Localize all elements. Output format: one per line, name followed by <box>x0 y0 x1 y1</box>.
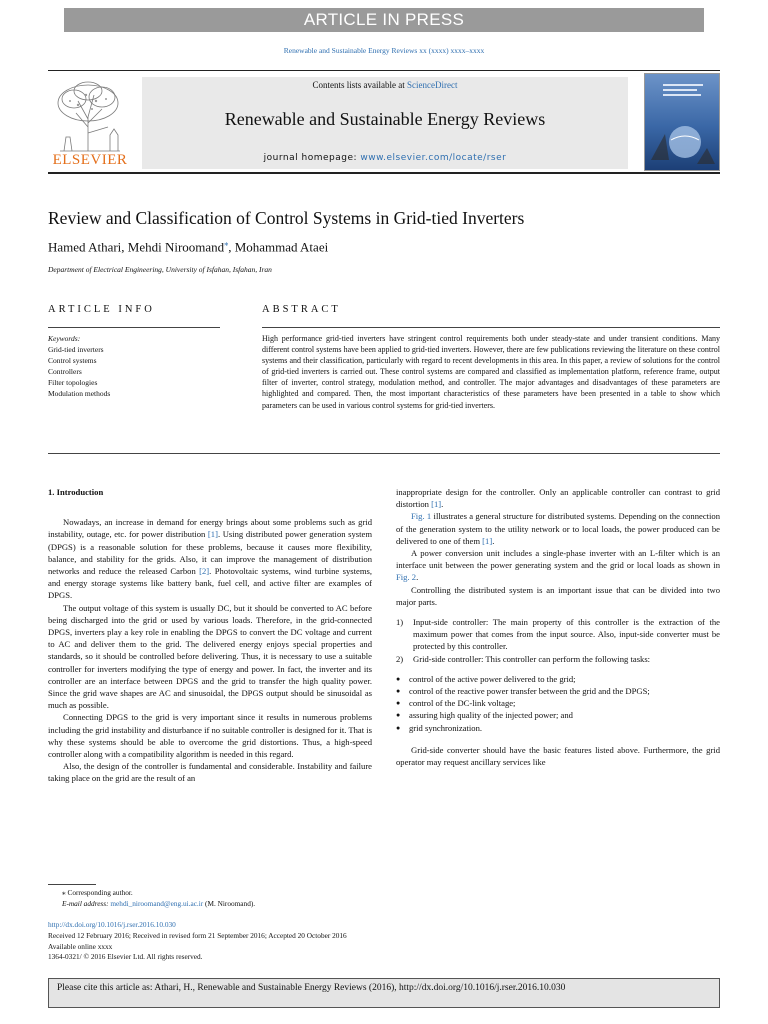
authors-first: Hamed Athari, Mehdi Niroomand <box>48 239 225 255</box>
paper-title: Review and Classification of Control Systems in Grid-tied Inverters <box>48 208 525 228</box>
intro-paragraph-2: The output voltage of this system is usually DC, but it should be converted to AC before being discharged into the grid or used by various loads. Therefore, in the grid-connected DPGS, inverters play a key role in enabling the DPGS to convert the DC voltage and current to AC and deliver them to the grid. The delivered energy enjoys special properties and standards, so it should be controlled before delivering. Thus, it is necessary to use a suitable controller for inverters modifying the type of energy and power. In fact, the inverter and its controller are an interface between DPGS and the grid to transfer the high quality power. Since the grid wave shapes are AC and sinusoidal, the DPGS output should be sinusoidal as much as possible. <box>48 602 372 711</box>
email-suffix: (M. Niroomand). <box>203 898 256 908</box>
article-info-rule <box>48 327 220 328</box>
journal-homepage-line <box>142 153 628 163</box>
footnotes <box>48 888 255 910</box>
list-number: 2) <box>396 653 404 664</box>
text-span: . <box>492 535 495 546</box>
text-span: . <box>416 572 419 583</box>
list-number: 1) <box>396 617 404 628</box>
keywords-label: Keywords: <box>48 334 81 343</box>
corresponding-author-mark[interactable]: ⁎ <box>224 239 229 248</box>
journal-cover-thumbnail[interactable] <box>644 73 720 171</box>
journal-masthead <box>48 70 720 174</box>
abstract-bottom-rule <box>48 453 720 454</box>
citation-link[interactable]: [1] <box>431 499 442 510</box>
keyword-item: Controllers <box>48 367 82 376</box>
numbered-list-item <box>396 653 720 665</box>
keyword-item: Grid-tied inverters <box>48 345 104 354</box>
journal-homepage-link[interactable]: www.elsevier.com/locate/rser <box>360 153 507 163</box>
citation-link[interactable]: [1] <box>482 535 493 546</box>
corresponding-author-note: ⁎ Corresponding author. <box>62 888 133 897</box>
intro-paragraph-1 <box>48 516 372 601</box>
grid-side-tasks-list <box>396 673 720 734</box>
doi-link[interactable]: http://dx.doi.org/10.1016/j.rser.2016.10.030 <box>48 920 176 929</box>
intro-paragraph-3: Connecting DPGS to the grid is very important since it results in numerous problems including the grid instability and disturbance if no suitable controller is designed for it. That is why these systems should be able to overcome the grid distortions. Thus, a high-speed controller along with a compatibility algorithm is needed in this regard. <box>48 712 372 760</box>
received-dates: Received 12 February 2016; Received in revised form 21 September 2016; Accepted 20 October 2016 <box>48 930 347 940</box>
masthead-banner <box>142 77 628 169</box>
abstract-rule <box>262 327 720 328</box>
text-span: inappropriate design for the controller. Only an applicable controller can contrast to grid distortion <box>396 487 720 510</box>
bullet-item: ● grid synchronization. <box>396 722 720 734</box>
keyword-item: Modulation methods <box>48 389 111 398</box>
bullet-item: ● control of the DC-link voltage; <box>396 697 720 709</box>
body-column-left <box>48 486 372 785</box>
sciencedirect-link[interactable]: ScienceDirect <box>407 80 458 90</box>
contents-prefix: Contents lists available at <box>312 80 407 90</box>
bullet-item: ● control of the active power delivered to the grid; <box>396 673 720 685</box>
text-span: . <box>441 499 444 510</box>
keyword-item: Control systems <box>48 356 97 365</box>
list-text: Input-side controller: The main property of this controller is the extraction of the maximum power that comes from the input source. Also, input-side converter must be protected by this controller. <box>413 617 720 652</box>
text-span: . Photovoltaic systems, wind turbine systems, and energy storage systems like battery bank, fuel cell, and active filter are examples of DPGS. <box>48 566 373 601</box>
keywords-block <box>48 333 110 399</box>
affiliation: Department of Electrical Engineering, University of Isfahan, Isfahan, Iran <box>48 265 272 274</box>
intro-paragraph-4: Also, the design of the controller is fundamental and considerable. Instability and failure taking place on the grid are the result of an <box>48 761 372 784</box>
section-heading-introduction: 1. Introduction <box>48 487 104 497</box>
right-paragraph-5: Grid-side converter should have the basic features listed above. Furthermore, the grid operator may request ancillary services like <box>396 744 720 768</box>
text-span: illustrates a general structure for distributed systems. Depending on the connection of the generation system to the utility network or to local loads, the power produced can be delivered to one of them <box>396 511 720 546</box>
right-paragraph-3 <box>396 547 720 584</box>
email-note <box>48 899 255 910</box>
elsevier-logo[interactable] <box>48 77 132 169</box>
author-list <box>48 239 328 255</box>
cover-globe-icon <box>645 74 720 171</box>
numbered-list-item <box>396 616 720 653</box>
footnote-rule <box>48 884 96 885</box>
right-paragraph-2 <box>396 510 720 547</box>
article-metadata <box>48 920 347 963</box>
journal-reference-link[interactable]: Renewable and Sustainable Energy Reviews xx (xxxx) xxxx–xxxx <box>283 46 485 55</box>
bullet-item: ● assuring high quality of the injected power; and <box>396 709 720 721</box>
bullet-item: ● control of the reactive power transfer between the grid and the DPGS; <box>396 685 720 697</box>
figure-link[interactable]: Fig. 2 <box>396 572 417 583</box>
citation-box: Please cite this article as: Athari, H., Renewable and Sustainable Energy Reviews (2016), http://dx.doi.org/10.1016/j.rser.2016.10.030 <box>48 978 720 1008</box>
elsevier-tree-icon <box>48 77 132 153</box>
text-span: A power conversion unit includes a single-phase inverter with an L-filter which is an interface unit between the power generating system and the grid or local loads as shown in <box>396 548 720 571</box>
figure-link[interactable]: Fig. 1 <box>411 511 432 522</box>
list-text: Grid-side controller: This controller can perform the following tasks: <box>413 653 651 664</box>
journal-title: Renewable and Sustainable Energy Reviews <box>224 109 546 129</box>
homepage-prefix: journal homepage: <box>263 153 361 163</box>
abstract-heading: ABSTRACT <box>262 304 341 315</box>
citation-link[interactable]: [2] <box>199 566 210 577</box>
email-label: E-mail address: <box>62 898 111 908</box>
text-span: . Using distributed power generation system (DPGS) is a reasonable solution for these problems, because it causes more flexibility, balance, and stability for the grids. Also, it can improve the management of distribution networks and reduce the released Carbon <box>48 529 373 577</box>
copyright-line: 1364-0321/ © 2016 Elsevier Ltd. All rights reserved. <box>48 952 203 962</box>
text-span: Nowadays, an increase in demand for energy brings about some problems such as grid instability, outage, etc. for power distribution <box>48 517 372 540</box>
controller-numbered-list <box>396 616 720 665</box>
right-paragraph-1 <box>396 486 720 510</box>
email-link[interactable]: mehdi_niroomand@eng.ui.ac.ir <box>110 898 204 908</box>
abstract-text: High performance grid-tied inverters have stringent control requirements both under steady-state and under transient conditions. Many different control systems have been applied to grid-tied inverters. However, there are few publications reviewing the literature on these control systems and their classification, particularly with regard to recent developments in this area. In this paper, a review of solutions for the control of grid-tied inverters is carried out. These control systems are compared and classified as implementation platform, reference frame, output filter of inverter, control strategy, modulation method, and controller. The major advantages and disadvantages of these parameters are highlighted and compared. Then, the most important characteristics of these parameters have been presented in a table to show which parameters can be used in various control systems for grid-tied inverters. <box>262 334 720 410</box>
article-info-heading: ARTICLE INFO <box>48 304 155 315</box>
keyword-item: Filter topologies <box>48 378 98 387</box>
contents-available-line <box>142 80 628 90</box>
article-in-press-banner: ARTICLE IN PRESS <box>64 8 704 32</box>
citation-link[interactable]: [1] <box>207 529 218 540</box>
authors-rest: , Mohammad Ataei <box>228 239 329 255</box>
right-paragraph-4: Controlling the distributed system is an important issue that can be divided into two major parts. <box>396 584 720 607</box>
body-column-right <box>396 486 720 768</box>
available-online: Available online xxxx <box>48 941 113 951</box>
elsevier-wordmark: ELSEVIER <box>52 152 128 168</box>
